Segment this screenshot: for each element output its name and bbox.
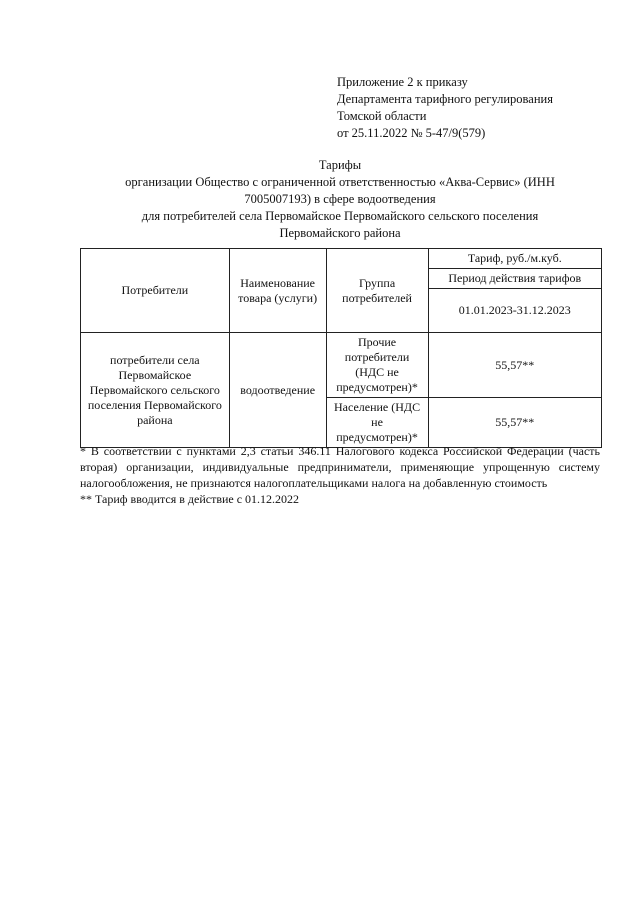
appendix-line: Томской области	[337, 109, 427, 123]
tariff-table	[80, 248, 602, 448]
footnote-effective-date: ** Тариф вводится в действие с 01.12.2022	[80, 492, 300, 506]
title-heading: Тарифы	[318, 158, 362, 172]
consumer-cell: потребители села Первомайское Первомайского сельского поселения Первомайского района	[81, 333, 230, 448]
appendix-order-number: от 25.11.2022 № 5-47/9(579)	[337, 126, 486, 140]
appendix-header	[337, 74, 553, 142]
header-period-label: Период действия тарифов	[428, 269, 601, 289]
group-cell: Прочие потребители (НДС не предусмотрен)*	[326, 333, 428, 398]
header-period: 01.01.2023-31.12.2023	[428, 289, 601, 333]
footnotes	[80, 443, 600, 507]
appendix-line: Департамента тарифного регулирования	[337, 92, 553, 106]
header-consumers: Потребители	[81, 249, 230, 333]
tariff-value: 55,57**	[428, 398, 601, 448]
title-line: Первомайского района	[279, 226, 401, 240]
header-group: Группа потребителей	[326, 249, 428, 333]
title-line: 7005007193) в сфере водоотведения	[244, 192, 436, 206]
service-cell: водоотведение	[229, 333, 326, 448]
header-tariff: Тариф, руб./м.куб.	[428, 249, 601, 269]
header-product: Наименование товара (услуги)	[229, 249, 326, 333]
table-row	[81, 333, 602, 398]
document-title	[80, 157, 600, 242]
footnote-vat: * В соответствии с пунктами 2,3 статьи 346.11 Налогового кодекса Российской Федерации (часть вторая) организации, индивидуальные предприниматели, применяющие упрощенную систему налогообложения, не признаются налогоплательщиками налога на добавленную стоимость	[80, 444, 600, 490]
tariff-value: 55,57**	[428, 333, 601, 398]
title-line: для потребителей села Первомайское Первомайского сельского поселения	[141, 209, 539, 223]
appendix-line: Приложение 2 к приказу	[337, 75, 468, 89]
group-cell: Население (НДС не предусмотрен)*	[326, 398, 428, 448]
title-line: организации Общество с ограниченной ответственностью «Аква-Сервис» (ИНН	[125, 175, 555, 189]
